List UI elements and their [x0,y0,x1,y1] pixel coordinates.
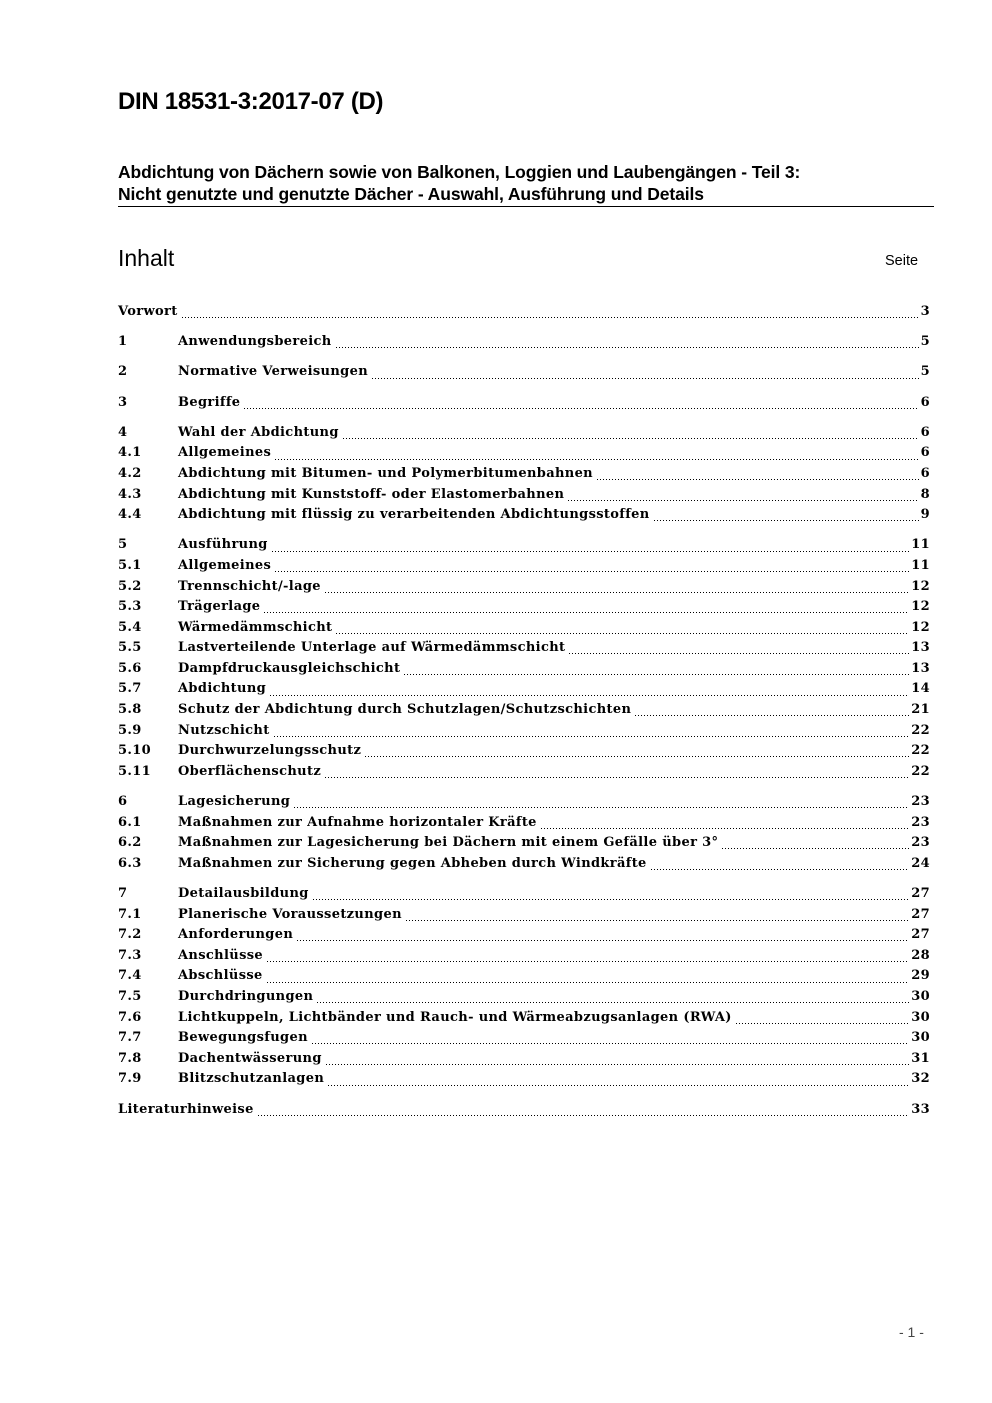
toc-entry-number: 4 [118,424,128,440]
toc-entry-page: 30 [911,988,930,1004]
toc-entry-number: 4.1 [118,445,142,461]
toc-dot-leader [364,741,909,762]
toc-entry-title: Detailausbildung [178,886,309,901]
toc-dot-leader [405,905,909,926]
toc-entry[interactable] [118,1008,930,1029]
toc-entry-page: 5 [920,364,930,380]
document-title: DIN 18531-3:2017-07 (D) [118,88,384,115]
toc-entry[interactable] [118,854,930,875]
toc-entry-page: 6 [920,445,930,461]
document-subtitle [118,161,938,205]
toc-entry-title: Maßnahmen zur Aufnahme horizontaler Kräfte [178,814,537,830]
toc-dot-leader [274,443,918,464]
toc-entry-page: 6 [920,465,930,481]
toc-entry-page: 22 [911,722,930,738]
toc-entry-page: 28 [911,947,930,963]
toc-entry-title: Dachentwässerung [178,1050,322,1066]
toc-entry-number: 7.4 [118,968,142,984]
toc-entry-page: 33 [911,1101,930,1117]
toc-heading: Inhalt [118,245,175,271]
subtitle-line-2: Nicht genutzte und genutzte Dächer - Auswahl, Ausführung und Details [118,184,704,204]
toc-entry-title: Wahl der Abdichtung [178,424,339,440]
toc-entry-number: 5.5 [118,640,142,656]
toc-entry[interactable] [118,362,930,383]
toc-dot-leader [316,987,909,1008]
toc-entry[interactable] [118,905,930,926]
toc-entry-title: Abdichtung mit flüssig zu verarbeitenden Abdichtungsstoffen [178,507,650,523]
toc-dot-leader [735,1008,909,1029]
toc-dot-leader [540,813,909,834]
toc-entry[interactable] [118,1100,930,1121]
toc-entry[interactable] [118,332,930,353]
toc-entry-title: Normative Verweisungen [178,364,369,380]
toc-entry[interactable] [118,659,930,680]
toc-entry[interactable] [118,597,930,618]
toc-dot-leader [403,659,909,680]
toc-entry-title: Abschlüsse [178,968,263,984]
title-divider [118,206,934,207]
toc-entry-number: 7.3 [118,947,142,963]
toc-entry-title: Durchwurzelungsschutz [178,743,362,759]
toc-entry[interactable] [118,638,930,659]
toc-entry-number: 7.2 [118,927,142,943]
toc-entry-page: 27 [911,886,930,901]
toc-entry-title: Trägerlage [178,599,261,615]
toc-entry[interactable] [118,792,930,813]
toc-dot-leader [325,1049,909,1070]
toc-entry-page: 29 [911,968,930,984]
toc-entry-number: 4.2 [118,465,142,481]
toc-entry-page: 11 [911,537,930,553]
toc-entry-title: Maßnahmen zur Lagesicherung bei Dächern mit einem Gefälle über 3° [178,835,719,851]
toc-entry-number: 6.1 [118,814,142,830]
toc-dot-leader [335,332,919,353]
toc-entry-page: 22 [911,743,930,759]
toc-entry[interactable] [118,1049,930,1070]
toc-entry[interactable] [118,946,930,967]
toc-entry-number: 7.6 [118,1009,142,1025]
toc-entry-title: Nutzschicht [178,722,270,738]
toc-dot-leader [371,362,919,383]
toc-entry-number: 5.7 [118,681,142,697]
toc-entry-number: 6.2 [118,835,142,851]
toc-entry-number: 6.3 [118,855,142,871]
toc-entry[interactable] [118,443,930,464]
toc-dot-leader [271,535,910,556]
toc-entry-page: 9 [920,507,930,523]
toc-entry-title: Oberflächenschutz [178,763,322,779]
toc-entry-title: Trennschicht/-lage [178,578,321,594]
toc-entry-title: Anforderungen [178,927,294,943]
toc-entry-title: Blitzschutzanlagen [178,1071,325,1087]
toc-entry[interactable] [118,679,930,700]
toc-entry-title: Literaturhinweise [118,1101,254,1117]
toc-entry-page: 24 [911,855,930,871]
toc-entry-page: 12 [911,578,930,594]
toc-dot-leader [324,577,909,598]
toc-entry[interactable] [118,987,930,1008]
toc-entry-number: 1 [118,334,128,350]
toc-entry-number: 5.8 [118,702,142,718]
toc-entry-page: 11 [911,557,930,573]
toc-entry-number: 5.9 [118,722,142,738]
toc-dot-leader [263,597,909,618]
toc-entry-title: Ausführung [178,537,268,553]
toc-entry-title: Dampfdruckausgleichschicht [178,660,401,676]
toc-entry[interactable] [118,884,930,905]
toc-entry-number: 5 [118,537,128,553]
toc-dot-leader [342,423,919,444]
toc-dot-leader [596,464,919,485]
toc-entry-page: 5 [920,334,930,350]
toc-entry[interactable] [118,535,930,556]
toc-entry[interactable] [118,1069,930,1090]
toc-dot-leader [567,485,918,506]
toc-entry-page: 27 [911,906,930,922]
toc-entry-page: 3 [920,304,930,319]
toc-dot-leader [273,721,910,742]
toc-entry-title: Anwendungsbereich [178,334,332,350]
toc-entry-number: 7.7 [118,1030,142,1046]
toc-entry-page: 23 [911,835,930,851]
toc-dot-leader [293,792,909,813]
toc-entry[interactable] [118,577,930,598]
toc-entry-number: 7.5 [118,988,142,1004]
toc-entry-number: 5.3 [118,599,142,615]
toc-dot-leader [274,556,909,577]
toc-entry-number: 4.3 [118,486,142,502]
toc-entry-number: 5.10 [118,743,152,759]
toc-entry-number: 7.9 [118,1071,142,1087]
toc-dot-leader [266,966,910,987]
toc-dot-leader [650,854,910,875]
toc-dot-leader [257,1100,909,1121]
toc-entry[interactable] [118,741,930,762]
toc-dot-leader [721,833,909,854]
toc-entry-title: Planerische Voraussetzungen [178,906,402,922]
toc-entry-page: 12 [911,619,930,635]
toc-entry-page: 22 [911,763,930,779]
toc-entry-title: Wärmedämmschicht [178,619,333,635]
table-of-contents [118,302,930,1120]
toc-entry-title: Allgemeines [178,557,272,573]
toc-entry-number: 5.4 [118,619,142,635]
toc-dot-leader [327,1069,909,1090]
toc-dot-leader [312,884,910,905]
toc-entry-number: 6 [118,794,128,810]
toc-entry-page: 8 [920,486,930,502]
toc-entry-number: 5.11 [118,763,152,779]
toc-entry[interactable] [118,423,930,444]
toc-entry[interactable] [118,833,930,854]
toc-entry[interactable] [118,505,930,526]
toc-entry-title: Allgemeines [178,445,272,461]
toc-entry-number: 4.4 [118,507,142,523]
toc-entry-title: Maßnahmen zur Sicherung gegen Abheben durch Windkräfte [178,855,647,871]
toc-dot-leader [324,762,909,783]
toc-entry-title: Begriffe [178,394,241,410]
toc-entry-page: 27 [911,927,930,943]
toc-entry-page: 21 [911,702,930,718]
toc-entry[interactable] [118,618,930,639]
toc-dot-leader [568,638,909,659]
toc-entry[interactable] [118,464,930,485]
toc-entry-page: 13 [911,640,930,656]
toc-dot-leader [181,302,919,323]
toc-entry-page: 13 [911,660,930,676]
toc-entry-number: 5.2 [118,578,142,594]
toc-entry-title: Lastverteilende Unterlage auf Wärmedämmschicht [178,640,566,656]
toc-entry-title: Lichtkuppeln, Lichtbänder und Rauch- und Wärmeabzugsanlagen (RWA) [178,1009,732,1025]
toc-entry-page: 32 [911,1071,930,1087]
toc-entry[interactable] [118,302,930,323]
toc-entry[interactable] [118,813,930,834]
toc-entry-number: 7.1 [118,906,142,922]
toc-entry-title: Abdichtung mit Kunststoff- oder Elastomerbahnen [178,486,565,502]
toc-dot-leader [243,393,918,414]
toc-entry[interactable] [118,1028,930,1049]
toc-entry-page: 14 [911,681,930,697]
toc-entry-page: 30 [911,1030,930,1046]
toc-entry[interactable] [118,762,930,783]
toc-entry[interactable] [118,925,930,946]
toc-entry-number: 7 [118,886,128,901]
toc-entry-page: 12 [911,599,930,615]
toc-entry-title: Lagesicherung [178,794,291,810]
toc-entry-number: 3 [118,394,128,410]
toc-entry[interactable] [118,966,930,987]
toc-entry-number: 5.1 [118,557,142,573]
toc-dot-leader [296,925,909,946]
toc-entry-page: 30 [911,1009,930,1025]
toc-entry[interactable] [118,485,930,506]
toc-entry-title: Durchdringungen [178,988,314,1004]
toc-entry[interactable] [118,556,930,577]
subtitle-line-1: Abdichtung von Dächern sowie von Balkonen, Loggien und Laubengängen - Teil 3: [118,162,801,182]
toc-entry-title: Abdichtung mit Bitumen- und Polymerbitumenbahnen [178,465,593,481]
toc-entry-title: Bewegungsfugen [178,1030,308,1046]
toc-entry-page: 23 [911,814,930,830]
toc-dot-leader [653,505,919,526]
toc-entry-title: Vorwort [118,304,178,319]
toc-entry-page: 23 [911,794,930,810]
toc-entry[interactable] [118,700,930,721]
toc-entry-number: 2 [118,364,128,380]
toc-entry-title: Schutz der Abdichtung durch Schutzlagen/Schutzschichten [178,702,632,718]
toc-entry-page: 6 [920,424,930,440]
toc-dot-leader [311,1028,909,1049]
toc-entry-title: Anschlüsse [178,947,264,963]
toc-entry[interactable] [118,721,930,742]
toc-entry-page: 31 [911,1050,930,1066]
page-column-label: Seite [885,253,919,269]
page-number: - 1 - [899,1324,924,1340]
toc-entry-page: 6 [920,394,930,410]
toc-dot-leader [634,700,909,721]
toc-dot-leader [266,946,909,967]
toc-dot-leader [269,679,909,700]
toc-entry[interactable] [118,393,930,414]
toc-entry-title: Abdichtung [178,681,267,697]
toc-entry-number: 5.6 [118,660,142,676]
toc-entry-number: 7.8 [118,1050,142,1066]
toc-dot-leader [335,618,909,639]
